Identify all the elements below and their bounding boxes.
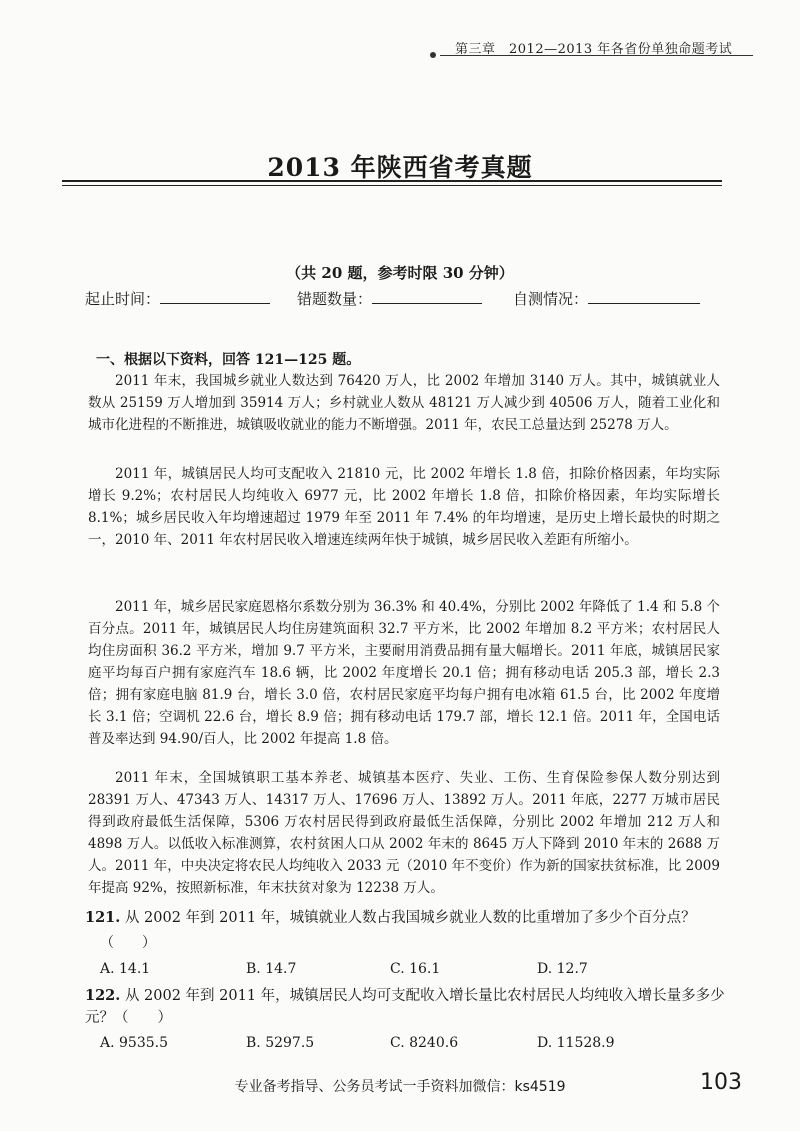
option-b[interactable]: B. 5297.5 (246, 1035, 315, 1051)
option-c[interactable]: C. 8240.6 (390, 1035, 459, 1051)
option-a[interactable]: A. 14.1 (100, 961, 151, 977)
question-121-answer-paren: （ ） (100, 935, 156, 951)
footer-note: 专业备考指导、公务员考试一手资料加微信：ks4519 (234, 1079, 566, 1095)
start-time-field (85, 288, 270, 309)
error-count-blank[interactable] (372, 289, 482, 304)
title-rule-thick (62, 180, 722, 182)
page-title: 2013 年陕西省考真题 (267, 153, 533, 182)
self-test-label: 自测情况： (513, 290, 589, 308)
exam-subtitle: （共 20 题，参考时限 30 分钟） (286, 264, 514, 282)
option-c[interactable]: C. 16.1 (390, 961, 441, 977)
option-d[interactable]: D. 12.7 (537, 961, 588, 977)
question-122-number: 122. (85, 987, 121, 1004)
header-dot (430, 52, 436, 58)
option-d[interactable]: D. 11528.9 (537, 1035, 615, 1051)
self-test-field (513, 288, 700, 309)
error-count-label: 错题数量： (297, 290, 373, 308)
error-count-field (297, 288, 482, 309)
title-rule-thin (62, 185, 722, 186)
section-heading: 一、根据以下资料，回答 121—125 题。 (96, 352, 361, 368)
header-rule (440, 55, 753, 56)
material-paragraph-2: 2011 年，城镇居民人均可支配收入 21810 元，比 2002 年增长 1.8 倍，扣除价格因素，年均实际增长 9.2%；农村居民人均纯收入 6977 元，比 2002 年增长 1.8 倍，扣除价格因素，年均实际增长 8.1%；城乡居民收入年均增速超过 1979 年至 2011 年 7.4% 的年均增速，是历史上增长最快的时期之一，2010 年、2011 年农村居民收入增速连续两年快于城镇，城乡居民收入差距有所缩小。 (88, 466, 720, 548)
option-a[interactable]: A. 9535.5 (100, 1035, 168, 1051)
question-121 (85, 907, 735, 929)
question-122-text: 从 2002 年到 2011 年，城镇居民人均可支配收入增长量比农村居民人均纯收入增长量多多少元？（ ） (85, 988, 725, 1026)
material-paragraph-4: 2011 年末，全国城镇职工基本养老、城镇基本医疗、失业、工伤、生育保险参保人数分别达到 28391 万人、47343 万人、14317 万人、17696 万人、13892 万人。2011 年底，2277 万城市居民得到政府最低生活保障，5306 万农村居民得到政府最低生活保障，分别比 2002 年增加 212 万人和 4898 万人。以低收入标准测算，农村贫困人口从 2002 年末的 8645 万人下降到 2010 年末的 2688 万人。2011 年，中央决定将农民人均纯收入 2033 元（2010 年不变价）作为新的国家扶贫标准，比 2009 年提高 92%，按照新标准，年末扶贫对象为 12238 万人。 (88, 770, 720, 896)
self-test-blank[interactable] (588, 289, 700, 304)
page-number: 103 (700, 1070, 742, 1095)
question-121-number: 121. (85, 909, 121, 926)
material-paragraph-3: 2011 年，城乡居民家庭恩格尔系数分别为 36.3% 和 40.4%，分别比 2002 年降低了 1.4 和 5.8 个百分点。2011 年，城镇居民人均住房建筑面积 32.7 平方米，比 2002 年增加 8.2 平方米；农村居民人均住房面积 36.2 平方米，增加 9.7 平方米，主要耐用消费品拥有量大幅增长。2011 年底，城镇居民家庭平均每百户拥有家庭汽车 18.6 辆，比 2002 年度增长 20.1 倍；拥有移动电话 205.3 部，增长 2.3 倍；拥有家庭电脑 81.9 台，增长 3.0 倍，农村居民家庭平均每户拥有电冰箱 61.5 台，比 2002 年度增长 3.1 倍；空调机 22.6 台，增长 8.9 倍；拥有移动电话 179.7 部，增长 12.1 倍。2011 年，全国电话普及率达到 94.90/百人，比 2002 年提高 1.8 倍。 (88, 599, 720, 747)
start-time-label: 起止时间： (85, 290, 161, 308)
question-121-text: 从 2002 年到 2011 年，城镇就业人数占我国城乡就业人数的比重增加了多少个百分点？ (124, 910, 696, 926)
running-header: 第三章 2012—2013 年各省份单独命题考试 (455, 42, 733, 57)
option-b[interactable]: B. 14.7 (246, 961, 297, 977)
material-paragraph-1: 2011 年末，我国城乡就业人数达到 76420 万人，比 2002 年增加 3140 万人。其中，城镇就业人数从 25159 万人增加到 35914 万人；乡村就业人数从 48121 万人减少到 40506 万人，随着工业化和城市化进程的不断推进，城镇吸收就业的能力不断增强。2011 年，农民工总量达到 25278 万人。 (88, 373, 720, 433)
start-time-blank[interactable] (160, 289, 270, 304)
question-122 (85, 985, 735, 1029)
